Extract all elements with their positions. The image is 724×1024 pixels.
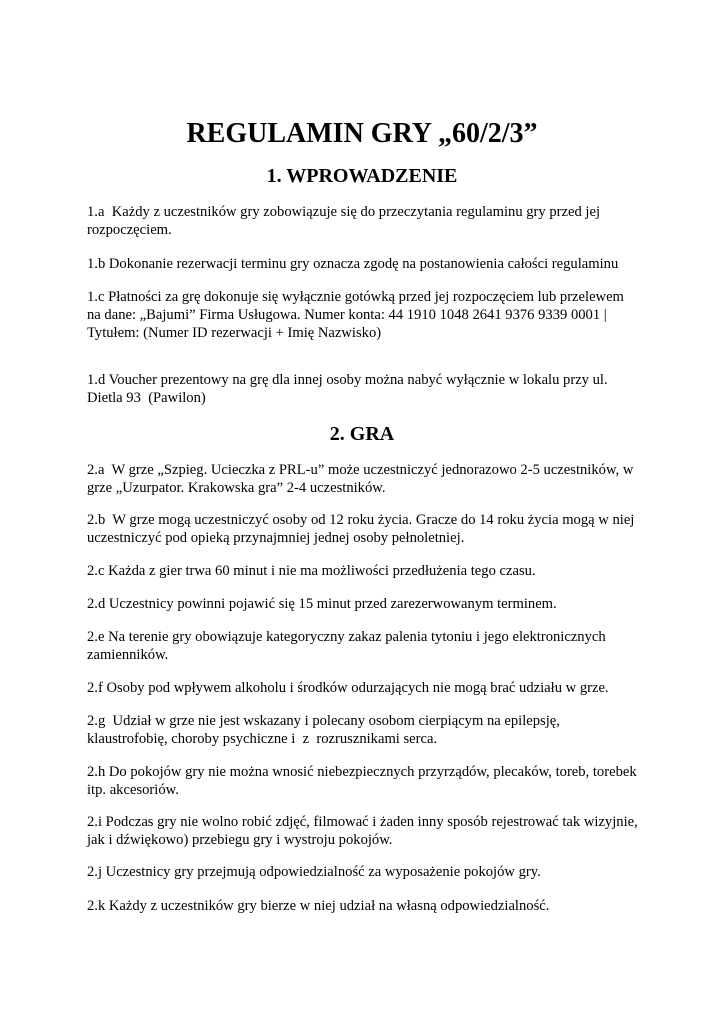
paragraph-1c: 1.c Płatności za grę dokonuje się wyłącznie gotówką przed jej rozpoczęciem lub przelewem na dane: „Bajumi” Firma Usługowa. Numer konta: 44 1910 1048 2641 9376 9339 0001 | Tytułem: (Numer ID rezerwacji + Imię Nazwisko) — [87, 289, 624, 341]
paragraph-1a: 1.a Każdy z uczestników gry zobowiązuje się do przeczytania regulaminu gry przed jej rozpoczęciem. — [87, 204, 601, 238]
section-heading-gra: 2. GRA — [329, 423, 395, 445]
paragraph-2e: 2.e Na terenie gry obowiązuje kategoryczny zakaz palenia tytoniu i jego elektronicznych zamienników. — [87, 629, 606, 663]
paragraph-2g: 2.g Udział w grze nie jest wskazany i polecany osobom cierpiącym na epilepsję, klaustrofobię, choroby psychiczne i z rozrusznikami serca. — [87, 713, 560, 747]
paragraph-2c: 2.c Każda z gier trwa 60 minut i nie ma możliwości przedłużenia tego czasu. — [87, 563, 536, 579]
paragraph-2k: 2.k Każdy z uczestników gry bierze w niej udział na własną odpowiedzialność. — [87, 898, 550, 914]
paragraph-2b: 2.b W grze mogą uczestniczyć osoby od 12 roku życia. Gracze do 14 roku życia mogą w niej uczestniczyć pod opieką przynajmniej jednej osoby pełnoletniej. — [87, 512, 635, 546]
section-heading-wprowadzenie: 1. WPROWADZENIE — [266, 165, 458, 187]
document-title: REGULAMIN GRY „60/2/3” — [186, 118, 538, 149]
paragraph-2i: 2.i Podczas gry nie wolno robić zdjęć, filmować i żaden inny sposób rejestrować tak wizyjnie, jak i dźwiękowo) przebiegu gry i wystroju pokojów. — [87, 814, 638, 848]
paragraph-2f: 2.f Osoby pod wpływem alkoholu i środków odurzających nie mogą brać udziału w grze. — [87, 680, 609, 696]
paragraph-1b: 1.b Dokonanie rezerwacji terminu gry oznacza zgodę na postanowienia całości regulaminu — [87, 256, 619, 272]
paragraph-2h: 2.h Do pokojów gry nie można wnosić niebezpiecznych przyrządów, plecaków, toreb, torebek itp. akcesoriów. — [87, 764, 637, 798]
paragraph-2j: 2.j Uczestnicy gry przejmują odpowiedzialność za wyposażenie pokojów gry. — [87, 864, 541, 880]
paragraph-2a: 2.a W grze „Szpieg. Ucieczka z PRL-u” może uczestniczyć jednorazowo 2-5 uczestników, w grze „Uzurpator. Krakowska gra” 2-4 uczestników. — [87, 462, 634, 496]
paragraph-1d: 1.d Voucher prezentowy na grę dla innej osoby można nabyć wyłącznie w lokalu przy ul. Dietla 93 (Pawilon) — [87, 372, 608, 406]
paragraph-2d: 2.d Uczestnicy powinni pojawić się 15 minut przed zarezerwowanym terminem. — [87, 596, 557, 612]
